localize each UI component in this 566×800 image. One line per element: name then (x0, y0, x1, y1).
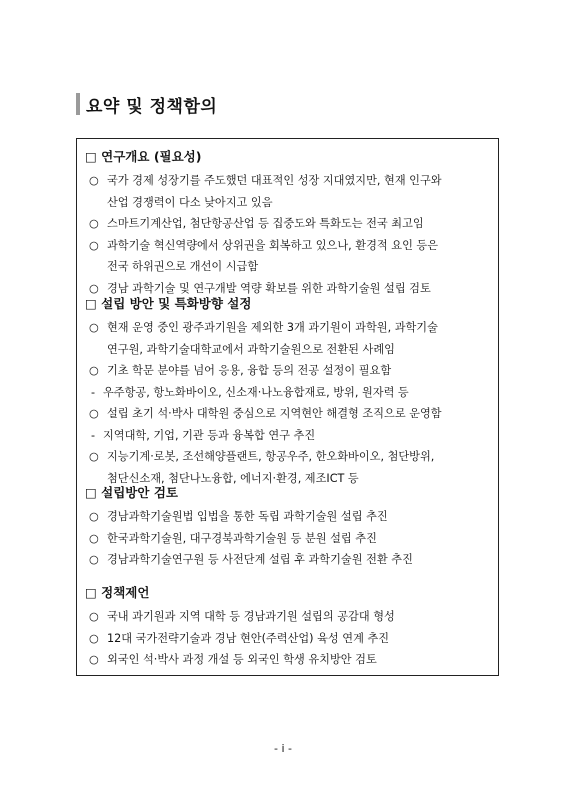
circle-bullet: ○ (89, 238, 99, 252)
bullet-text: 12대 국가전략기술과 경남 현안(주력산업) 육성 연계 추진 (107, 631, 390, 645)
bullet-text: 산업 경쟁력이 다소 낮아지고 있음 (107, 195, 273, 209)
bullet-text: 경남과학기술원법 입법을 통한 독립 과학기술원 설립 추진 (107, 510, 388, 523)
circle-bullet: ○ (89, 321, 99, 334)
bullet-text: 국내 과기원과 지역 대학 등 경남과기원 설립의 공감대 형성 (107, 610, 395, 623)
circle-bullet: ○ (89, 631, 99, 645)
bullet-text: 전국 하위권으로 개선이 시급함 (107, 260, 259, 273)
circle-bullet: ○ (89, 531, 99, 545)
heading-title: 요약 및 정책함의 (86, 96, 218, 117)
dash-bullet: - (91, 428, 96, 442)
section-heading (76, 92, 217, 116)
bullet-text: 현재 운영 중인 광주과기원을 제외한 3개 과기원이 과학원, 과학기술 (107, 321, 438, 334)
bullet-text: 외국인 석·박사 과정 개설 등 외국인 학생 유치방안 검토 (107, 653, 377, 666)
section-title: □ 정책제언 (85, 585, 150, 600)
section-title: □ 연구개요 (필요성) (85, 149, 202, 164)
summary-box (76, 138, 499, 676)
bullet-text: 경남 과학기술 및 연구개발 역량 확보를 위한 과학기술원 설립 검토 (107, 281, 431, 295)
circle-bullet: ○ (89, 217, 99, 230)
bullet-text: 우주항공, 항노화바이오, 신소재·나노융합재료, 방위, 원자력 등 (103, 385, 409, 399)
heading-bar (76, 93, 80, 115)
dash-bullet: - (91, 385, 96, 399)
bullet-text: 과학기술 혁신역량에서 상위권을 회복하고 있으나, 환경적 요인 등은 (107, 238, 439, 252)
circle-bullet: ○ (89, 653, 99, 666)
circle-bullet: ○ (89, 281, 99, 295)
bullet-text: 국가 경제 성장기를 주도했던 대표적인 성장 지대였지만, 현재 인구와 (107, 174, 442, 187)
bullet-text: 스마트기계산업, 첨단항공산업 등 집중도와 특화도는 전국 최고임 (107, 217, 424, 230)
bullet-text: 설립 초기 석·박사 대학원 중심으로 지역현안 해결형 조직으로 운영함 (107, 407, 442, 420)
bullet-text: 경남과학기술연구원 등 사전단계 설립 후 과학기술원 전환 추진 (107, 553, 413, 566)
bullet-text: 지역대학, 기업, 기관 등과 융복합 연구 추진 (103, 428, 316, 442)
bullet-text: 지능기계·로봇, 조선해양플랜트, 항공우주, 한오화바이오, 첨단방위, (107, 450, 435, 463)
page-number: - i - (274, 742, 292, 755)
circle-bullet: ○ (89, 174, 99, 187)
circle-bullet: ○ (89, 510, 99, 523)
bullet-text: 기초 학문 분야를 넘어 응용, 융합 등의 전공 설정이 필요함 (107, 364, 392, 377)
circle-bullet: ○ (89, 407, 99, 420)
circle-bullet: ○ (89, 364, 99, 377)
section-title: □ 설립방안 검토 (85, 485, 178, 500)
circle-bullet: ○ (89, 610, 99, 623)
bullet-text: 첨단신소재, 첨단나노융합, 에너지·환경, 제조ICT 등 (107, 471, 359, 485)
section-title: □ 설립 방안 및 특화방향 설정 (85, 296, 252, 311)
bullet-text: 한국과학기술원, 대구경북과학기술원 등 분원 설립 추진 (107, 531, 377, 545)
bullet-text: 연구원, 과학기술대학교에서 과학기술원으로 전환된 사례임 (107, 342, 395, 356)
circle-bullet: ○ (89, 450, 99, 463)
circle-bullet: ○ (89, 553, 99, 566)
